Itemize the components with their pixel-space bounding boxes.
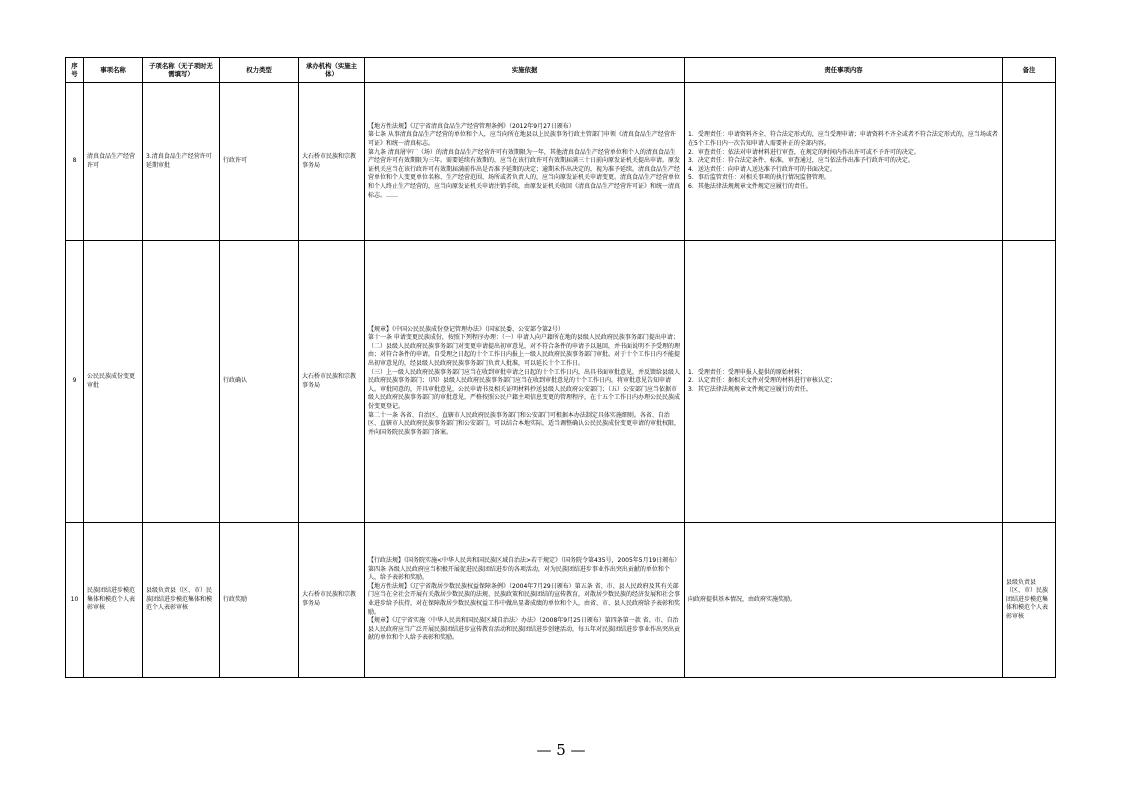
cell-duty: 1．受理责任：受理申报人提供的原始材料； 2．认定责任：据相关文件对受理的材料进行审核认定； 3．其它法律法规规章文件规定应履行的责任。 — [685, 241, 1003, 523]
cell-note — [1003, 83, 1056, 241]
header-note: 备注 — [1003, 58, 1056, 83]
cell-duty: 向政府提供基本情况，由政府实施奖励。 — [685, 523, 1003, 678]
cell-subitem-name: 3.清真食品生产经营许可延期审批 — [143, 83, 220, 241]
cell-agency: 大石桥市民族和宗教事务局 — [299, 241, 365, 523]
cell-subitem-name: 县级负责县（区、市）民族团结进步模范集体和模范个人表彰审核 — [143, 523, 220, 678]
cell-basis: 【规章】《中国公民民族成份登记管理办法》（国家民委、公安部令第2号） 第十一条 申请变更民族成份，按照下列程序办理：（一）申请人向户籍所在地的县级人民政府民族事务部门提出申请；（二）县级人民政府民族事务部门对变更申请提出初审意见，对不符合条件的申请予以退回，并书面说明不予受理的理由；对符合条件的申请，自受理之日起的十个工作日内报上一级人民政府民族事务部门审批。对于十个工作日内不能提出初审意见的，经县级人民政府民族事务部门负责人批准，可以延长十个工作日。 （三）上一级人民政府民族事务部门应当在收到审批申请之日起的十个工作日内，出具书面审批意见，并反馈给县级人民政府民族事务部门；（四）县级人民政府民族事务部门应当在收到审批意见的十个工作日内，将审批意见告知申请人。审批同意的，开具审批意见，公民申请书及相关证明材料抄送县级人民政府公安部门；（五）公安部门应当依据市级人民政府民族事务部门的审批意见，严格按照公民户籍主项信息变更的管理程序，在十五个工作日内办理公民民族成份变更登记。 第二十一条 各省、自治区、直辖市人民政府民族事务部门和公安部门可根据本办法制定具体实施细则。各省、自治区、直辖市人民政府民族事务部门和公安部门，可以结合本地实际，适当调整确认公民民族成份变更申请的审批权限，并向国务院民族事务部门备案。 — [365, 241, 685, 523]
page-number: — 5 — — [536, 741, 586, 759]
cell-no: 9 — [66, 241, 84, 523]
cell-basis: 【行政法规】《国务院实施<中华人民共和国民族区域自治法>若干规定》（国务院令第435号，2005年5月19日颁布）第四条 各级人民政府应当积极开展促进民族团结进步的各项活动，对为民族团结进步事业作出突出贡献的单位和个人，给予表彰和奖励。 【地方性法规】《辽宁省散居少数民族权益保障条例》（2004年7月29日颁布）第五条 省、市、县人民政府及其有关部门应当在全社会开展有关散居少数民族的法规、民族政策和民族团结的宣传教育，对散居少数民族的经济发展和社会事业进步给予扶持，对在保障散居少数民族权益工作中做出显著成绩的单位和个人，由省、市、县人民政府给予表彰和奖励。 【规章】《辽宁省实施〈中华人民共和国民族区域自治法〉办法》（2008年9月25日颁布）第四条第一款 省、市、自治县人民政府应当广泛开展民族团结进步宣传教育活动和民族团结进步创建活动，每五年对民族团结进步事业作出突出贡献的单位和个人给予表彰和奖励。 — [365, 523, 685, 678]
cell-basis: 【地方性法规】《辽宁省清真食品生产经营管理条例》（2012年9月27日颁布） 第七条 从事清真食品生产经营的单位和个人，应当向所在地县以上民族事务行政主管部门申领《清真食品生产经营许可证》和统一清真标志。 第九条 清真屠宰厂（场）的清真食品生产经营许可有效期限为一年，其他清真食品生产经营单位和个人的清真食品生产经营许可有效期限为三年。需要延续有效期的，应当在该行政许可有效期届满三十日前向原发证机关提出申请。原发证机关应当在该行政许可有效期届满前作出是否准予延期的决定；逾期未作出决定的，视为准予延续。清真食品生产经营单位和个人变更单位名称、生产经营范围、场所或者负责人的，应当向原发证机关申请变更。清真食品生产经营单位和个人终止生产经营的，应当向原发证机关申请注销手续，由原发证机关收回《清真食品生产经营许可证》和统一清真标志。…… — [365, 83, 685, 241]
header-duty: 责任事项内容 — [685, 58, 1003, 83]
cell-power-type: 行政奖励 — [220, 523, 299, 678]
table-header-row — [66, 58, 1056, 83]
table-row — [66, 241, 1056, 523]
cell-note — [1003, 241, 1056, 523]
cell-subitem-name — [143, 241, 220, 523]
table-row — [66, 83, 1056, 241]
cell-item-name: 公民民族成份变更审批 — [84, 241, 143, 523]
table-row — [66, 523, 1056, 678]
cell-power-type: 行政确认 — [220, 241, 299, 523]
header-subitem-name: 子项名称（无子项时无需填写） — [143, 58, 220, 83]
header-power-type: 权力类型 — [220, 58, 299, 83]
cell-duty: 1．受理责任：申请资料齐全、符合法定形式的，应当受理申请；申请资料不齐全或者不符合法定形式的，应当场或者在5个工作日内一次告知申请人需要补正的全部内容。 2．审查责任：依法对申请材料进行审查，在规定的时间内作出许可或不予许可的决定。 3．决定责任：符合法定条件、标准，审查通过，应当依法作出准予行政许可的决定。 4．送达责任：向申请人送达准予行政许可的书面决定。 5．事后监管责任：对相关事项的执行情况监督管理。 6．其他法律法规规章文件规定应履行的责任。 — [685, 83, 1003, 241]
cell-power-type: 行政许可 — [220, 83, 299, 241]
cell-agency: 大石桥市民族和宗教事务局 — [299, 83, 365, 241]
header-basis: 实施依据 — [365, 58, 685, 83]
cell-agency: 大石桥市民族和宗教事务局 — [299, 523, 365, 678]
power-list-table — [65, 57, 1056, 678]
cell-no: 10 — [66, 523, 84, 678]
cell-note: 县级负责县（区、市）民族团结进步模范集体和模范个人表彰审核 — [1003, 523, 1056, 678]
header-no: 序号 — [66, 58, 84, 83]
cell-item-name: 清真食品生产经营许可 — [84, 83, 143, 241]
cell-item-name: 民族团结进步模范集体和模范个人表彰审核 — [84, 523, 143, 678]
cell-no: 8 — [66, 83, 84, 241]
header-agency: 承办机构（实施主体） — [299, 58, 365, 83]
header-item-name: 事项名称 — [84, 58, 143, 83]
